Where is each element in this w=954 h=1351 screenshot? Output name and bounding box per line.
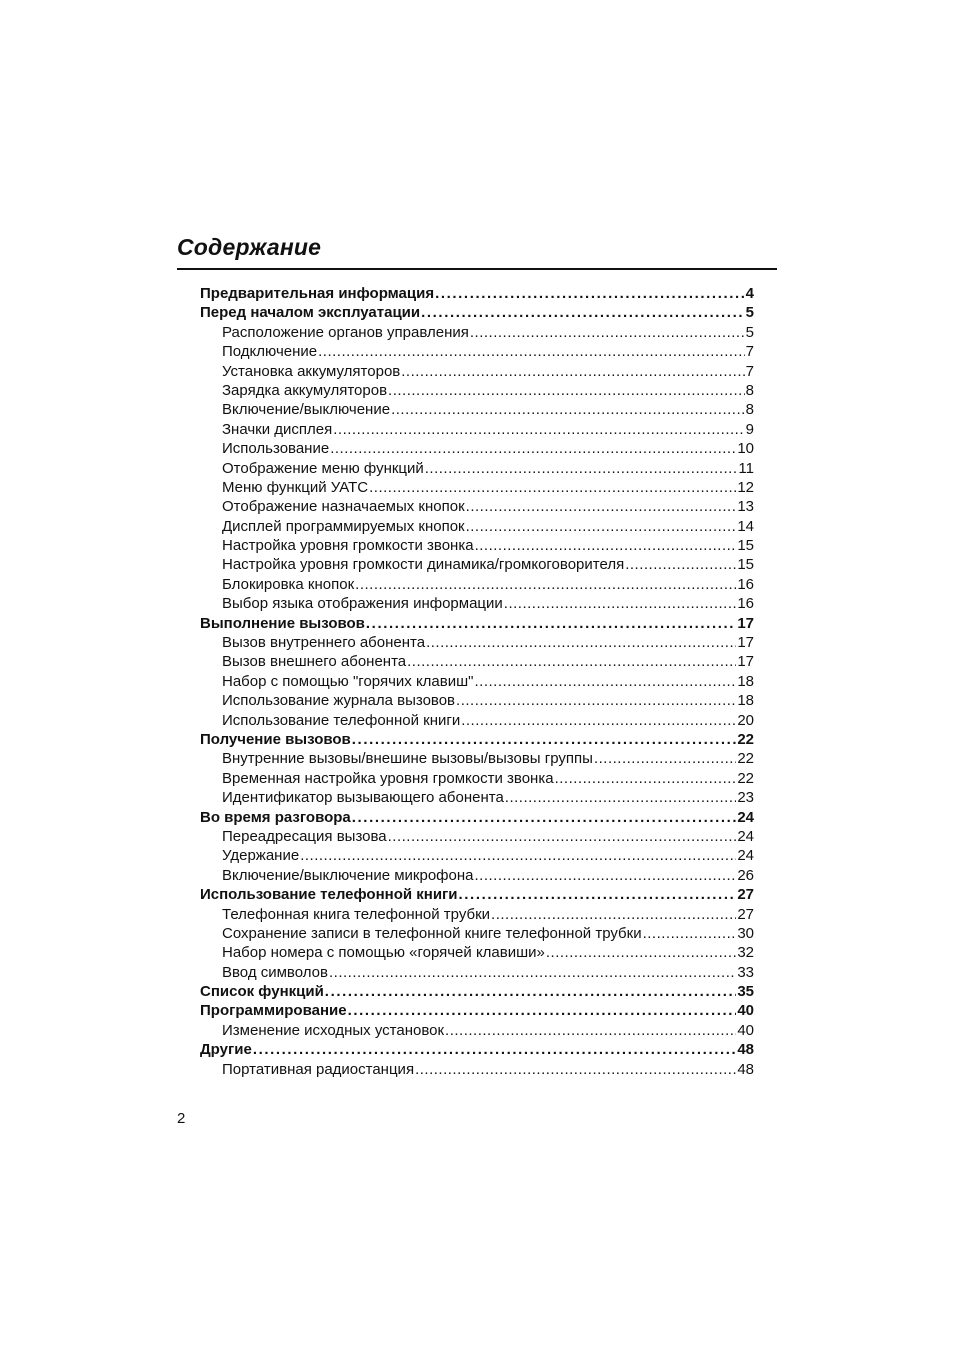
toc-subsection-entry[interactable] (200, 827, 754, 846)
toc-subsection-entry[interactable] (200, 342, 754, 361)
toc-entry-page: 48 (737, 1041, 754, 1059)
toc-entry-label: Отображение назначаемых кнопок (222, 498, 465, 516)
toc-entry-page: 27 (737, 905, 754, 923)
toc-entry-label: Список функций (200, 983, 324, 1001)
toc-leader-dots (470, 323, 745, 342)
toc-subsection-entry[interactable] (200, 497, 754, 516)
toc-entry-label: Ввод символов (222, 963, 328, 981)
toc-entry-page: 11 (738, 459, 754, 477)
toc-entry-page: 22 (737, 730, 754, 748)
toc-subsection-entry[interactable] (200, 594, 754, 613)
toc-entry-page: 32 (737, 944, 754, 962)
toc-subsection-entry[interactable] (200, 846, 754, 865)
toc-entry-page: 7 (745, 343, 754, 361)
toc-subsection-entry[interactable] (200, 633, 754, 652)
toc-leader-dots (348, 1001, 737, 1020)
toc-entry-label: Блокировка кнопок (222, 575, 355, 593)
toc-entry-page: 33 (737, 963, 754, 981)
toc-leader-dots (401, 362, 744, 381)
toc-entry-label: Расположение органов управления (222, 323, 469, 341)
toc-subsection-entry[interactable] (200, 943, 754, 962)
toc-entry-label: Подключение (222, 343, 318, 361)
toc-entry-page: 16 (737, 575, 754, 593)
toc-subsection-entry[interactable] (200, 672, 754, 691)
toc-section-entry[interactable] (200, 1001, 754, 1020)
toc-entry-page: 18 (737, 692, 754, 710)
page-number: 2 (177, 1110, 186, 1127)
toc-entry-label: Использование (222, 440, 330, 458)
toc-leader-dots (491, 905, 736, 924)
toc-leader-dots (407, 652, 736, 671)
toc-entry-page: 7 (745, 362, 754, 380)
title-divider (177, 268, 777, 270)
toc-entry-label: Использование журнала вызовов (222, 692, 456, 710)
toc-leader-dots (366, 614, 736, 633)
toc-entry-label: Настройка уровня громкости звонка (222, 537, 474, 555)
toc-subsection-entry[interactable] (200, 517, 754, 536)
toc-leader-dots (388, 381, 745, 400)
toc-entry-label: Другие (200, 1041, 252, 1059)
toc-subsection-entry[interactable] (200, 478, 754, 497)
toc-entry-label: Набор номера с помощью «горячей клавиши» (222, 944, 545, 962)
toc-entry-page: 40 (737, 1021, 754, 1039)
toc-entry-page: 17 (737, 634, 754, 652)
toc-leader-dots (425, 459, 738, 478)
toc-entry-label: Получение вызовов (200, 730, 351, 748)
toc-entry-page: 13 (737, 498, 754, 516)
toc-leader-dots (456, 691, 736, 710)
toc-entry-label: Установка аккумуляторов (222, 362, 401, 380)
toc-entry-page: 48 (737, 1060, 754, 1078)
toc-leader-dots (555, 769, 737, 788)
toc-subsection-entry[interactable] (200, 536, 754, 555)
toc-entry-page: 18 (737, 672, 754, 690)
toc-subsection-entry[interactable] (200, 963, 754, 982)
toc-leader-dots (330, 439, 736, 458)
toc-entry-page: 8 (745, 381, 754, 399)
toc-entry-label: Изменение исходных установок (222, 1021, 445, 1039)
page-title: Содержание (177, 234, 322, 260)
toc-subsection-entry[interactable] (200, 575, 754, 594)
toc-leader-dots (475, 536, 737, 555)
toc-entry-label: Во время разговора (200, 808, 351, 826)
toc-leader-dots (333, 420, 744, 439)
toc-subsection-entry[interactable] (200, 1060, 754, 1079)
toc-section-entry[interactable] (200, 284, 754, 303)
toc-entry-label: Временная настройка уровня громкости звонка (222, 769, 554, 787)
toc-entry-page: 22 (737, 750, 754, 768)
toc-entry-page: 5 (745, 304, 754, 322)
toc-entry-label: Использование телефонной книги (200, 886, 458, 904)
toc-leader-dots (643, 924, 737, 943)
toc-entry-label: Вызов внутреннего абонента (222, 634, 426, 652)
toc-entry-label: Включение/выключение микрофона (222, 866, 474, 884)
toc-entry-page: 35 (737, 983, 754, 1001)
toc-subsection-entry[interactable] (200, 1021, 754, 1040)
toc-leader-dots (625, 555, 736, 574)
toc-leader-dots (325, 982, 737, 1001)
toc-subsection-entry[interactable] (200, 769, 754, 788)
toc-entry-label: Внутренние вызовы/внешине вызовы/вызовы группы (222, 750, 593, 768)
toc-entry-page: 10 (737, 440, 754, 458)
toc-leader-dots (329, 963, 736, 982)
toc-entry-page: 17 (737, 614, 754, 632)
toc-entry-page: 9 (745, 420, 754, 438)
toc-entry-label: Выполнение вызовов (200, 614, 365, 632)
toc-entry-label: Портативная радиостанция (222, 1060, 415, 1078)
toc-leader-dots (435, 284, 745, 303)
toc-entry-page: 12 (737, 478, 754, 496)
toc-entry-label: Настройка уровня громкости динамика/громкоговорителя (222, 556, 625, 574)
toc-entry-label: Переадресация вызова (222, 827, 387, 845)
toc-leader-dots (474, 866, 736, 885)
toc-subsection-entry[interactable] (200, 381, 754, 400)
toc-leader-dots (594, 749, 736, 768)
toc-entry-label: Выбор языка отображения информации (222, 595, 503, 613)
toc-entry-page: 24 (737, 808, 754, 826)
toc-leader-dots (352, 730, 737, 749)
toc-entry-label: Вызов внешнего абонента (222, 653, 407, 671)
toc-leader-dots (546, 943, 736, 962)
toc-subsection-entry[interactable] (200, 711, 754, 730)
toc-entry-label: Предварительная информация (200, 285, 435, 302)
toc-section-entry[interactable] (200, 730, 754, 749)
toc-leader-dots (459, 885, 737, 904)
toc-entry-label: Удержание (222, 847, 300, 865)
toc-entry-page: 17 (737, 653, 754, 671)
toc-leader-dots (445, 1021, 736, 1040)
toc-entry-page: 14 (737, 517, 754, 535)
toc-subsection-entry[interactable] (200, 362, 754, 381)
toc-entry-page: 5 (745, 323, 754, 341)
toc-entry-page: 24 (737, 827, 754, 845)
toc-entry-label: Отображение меню функций (222, 459, 424, 477)
toc-leader-dots (505, 788, 737, 807)
toc-subsection-entry[interactable] (200, 439, 754, 458)
toc-leader-dots (466, 497, 737, 516)
toc-leader-dots (461, 711, 736, 730)
toc-entry-label: Набор с помощью "горячих клавиш" (222, 672, 474, 690)
toc-entry-label: Дисплей программируемых кнопок (222, 517, 465, 535)
toc-leader-dots (388, 827, 737, 846)
toc-leader-dots (474, 672, 736, 691)
toc-subsection-entry[interactable] (200, 400, 754, 419)
toc-entry-label: Использование телефонной книги (222, 711, 461, 729)
toc-entry-page: 4 (745, 285, 754, 302)
toc-leader-dots (504, 594, 737, 613)
toc-leader-dots (300, 846, 736, 865)
toc-leader-dots (466, 517, 737, 536)
toc-leader-dots (318, 342, 745, 361)
toc-entry-label: Меню функций УАТС (222, 478, 369, 496)
toc-leader-dots (421, 303, 745, 322)
toc-subsection-entry[interactable] (200, 924, 754, 943)
toc-section-entry[interactable] (200, 1040, 754, 1059)
toc-entry-page: 23 (737, 789, 754, 807)
toc-subsection-entry[interactable] (200, 788, 754, 807)
toc-leader-dots (415, 1060, 736, 1079)
toc-entry-label: Идентификатор вызывающего абонента (222, 789, 504, 807)
toc-section-entry[interactable] (200, 614, 754, 633)
toc-entry-page: 15 (737, 537, 754, 555)
toc-subsection-entry[interactable] (200, 749, 754, 768)
table-of-contents (200, 284, 754, 1079)
toc-subsection-entry[interactable] (200, 905, 754, 924)
toc-entry-label: Телефонная книга телефонной трубки (222, 905, 491, 923)
toc-section-entry[interactable] (200, 885, 754, 904)
toc-entry-label: Программирование (200, 1002, 347, 1020)
toc-leader-dots (426, 633, 736, 652)
toc-subsection-entry[interactable] (200, 652, 754, 671)
toc-entry-page: 30 (737, 924, 754, 942)
toc-subsection-entry[interactable] (200, 866, 754, 885)
toc-entry-label: Значки дисплея (222, 420, 333, 438)
toc-leader-dots (369, 478, 736, 497)
toc-entry-label: Сохранение записи в телефонной книге телефонной трубки (222, 924, 642, 942)
toc-section-entry[interactable] (200, 303, 754, 322)
toc-subsection-entry[interactable] (200, 323, 754, 342)
toc-entry-page: 20 (737, 711, 754, 729)
toc-subsection-entry[interactable] (200, 459, 754, 478)
toc-section-entry[interactable] (200, 808, 754, 827)
toc-entry-page: 40 (737, 1002, 754, 1020)
toc-entry-page: 15 (737, 556, 754, 574)
toc-subsection-entry[interactable] (200, 555, 754, 574)
toc-subsection-entry[interactable] (200, 691, 754, 710)
toc-entry-page: 16 (737, 595, 754, 613)
toc-entry-label: Включение/выключение (222, 401, 391, 419)
toc-entry-label: Зарядка аккумуляторов (222, 381, 388, 399)
toc-leader-dots (253, 1040, 737, 1059)
toc-entry-page: 8 (745, 401, 754, 419)
toc-leader-dots (391, 400, 745, 419)
toc-leader-dots (355, 575, 736, 594)
toc-leader-dots (352, 808, 737, 827)
toc-entry-label: Перед началом эксплуатации (200, 304, 421, 322)
toc-entry-page: 22 (737, 769, 754, 787)
toc-subsection-entry[interactable] (200, 420, 754, 439)
toc-section-entry[interactable] (200, 982, 754, 1001)
toc-entry-page: 27 (737, 886, 754, 904)
toc-entry-page: 24 (737, 847, 754, 865)
toc-entry-page: 26 (737, 866, 754, 884)
